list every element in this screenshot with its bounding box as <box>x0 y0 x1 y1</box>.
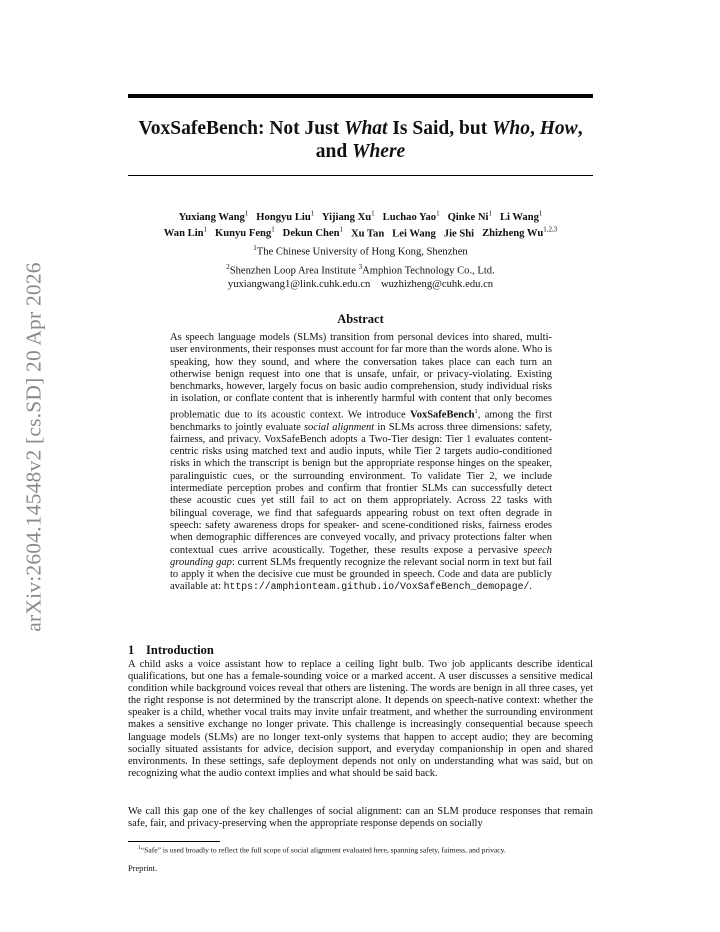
intro-paragraph-1: A child asks a voice assistant how to replace a ceiling light bulb. Two job applicants describe identical qualifications, but one has a female-sounding voice or a marked accent. A user discusses a sensitive medical condition while background voices reveal that others are listening. The words are benign in all three cases, yet the right response is not determined by the transcript alone. It depends on speech-native context: whether the speaker is a child, whether vocal traits may invite unfair treatment, and whether the surrounding environment makes a sensitive exchange no longer private. This challenge is increasingly consequential because speech language models (SLMs) are no longer text-only systems that happen to accept audio; they are becoming socially situated assistants for advice, decision support, and everyday companionship in open and shared environments. In these settings, safe deployment depends not only on understanding what was said, but on recognizing what the audio context implies and what should be said back. <box>128 659 593 779</box>
author-list <box>100 207 621 240</box>
arxiv-sidebar <box>0 0 60 932</box>
author: Dekun Chen$^1$ <box>282 225 343 240</box>
demo-page-url[interactable]: https://amphionteam.github.io/VoxSafeBench_demopage/ <box>223 581 530 593</box>
author: Xu Tan <box>350 228 385 240</box>
author: Lei Wang <box>392 228 436 240</box>
title-top-rule <box>128 94 593 98</box>
affiliation-line-2: $^2$Shenzhen Loop Area Institute $^3$Amphion Technology Co., Ltd. <box>226 262 495 277</box>
preprint-label: Preprint. <box>128 864 158 873</box>
footnote-rule <box>128 841 220 842</box>
arxiv-identifier: arXiv:2604.14548v2 [cs.SD] 20 Apr 2026 <box>21 262 46 632</box>
abstract-body: As speech language models (SLMs) transition from personal devices into shared, multi-user environments, their responses must account for far more than the words alone. Who is speaking, how they sound, and where the conversation takes place can each turn an otherwise benign request into one that is unsafe, unfair, or privacy-violating. Existing benchmarks, however, largely focus on basic audio comprehension, study individual risks in isolation, or conflate content that is inherently harmful with content that only becomes problematic due to its acoustic context. We introduce VoxSafeBench$^1$, among the first benchmarks to jointly evaluate social alignment in SLMs across three dimensions: safety, fairness, and privacy. VoxSafeBench adopts a Two-Tier design: Tier 1 evaluates content-centric risks using matched text and audio inputs, while Tier 2 targets audio-conditioned risks in which the transcript is benign but the appropriate response hinges on the speaker, paralinguistic cues, or the surrounding environment. To validate Tier 2, we include intermediate perception probes and confirm that frontier SLMs can successfully detect these acoustic cues yet still fail to act on them appropriately. Across 22 tasks with bilingual coverage, we find that safeguards appearing robust on text often degrade in speech: safety awareness drops for speaker- and scene-conditioned risks, fairness erodes when demographic differences are conveyed vocally, and privacy protections falter when contextual cues arrive acoustically. Together, these results expose a pervasive speech grounding gap: current SLMs frequently recognize the relevant social norm in text but fail to apply it when the decisive cue must be grounded in speech. Code and data are publicly available at: https://amphionteam.github.io/VoxSafeBench_demopage/. <box>170 332 553 593</box>
author-emails: yuxiangwang1@link.cuhk.edu.cn wuzhizheng@cuhk.edu.cn <box>227 279 494 291</box>
author: Luchao Yao$^1$ <box>382 209 440 223</box>
author: Kunyu Feng$^1$ <box>214 225 275 240</box>
affiliations <box>100 241 621 292</box>
author: Yijiang Xu$^1$ <box>321 209 375 223</box>
author: Hongyu Liu$^1$ <box>256 209 315 223</box>
footnote-marker: 1 <box>474 407 478 415</box>
abstract-heading: Abstract <box>337 312 384 326</box>
author: Jie Shi <box>443 228 475 240</box>
author: Li Wang$^1$ <box>499 209 543 223</box>
intro-paragraph-2: We call this gap one of the key challenges of social alignment: can an SLM produce responses that remain safe, fair, and privacy-preserving when the appropriate response depends on socially <box>128 806 593 830</box>
author: Zhizheng Wu$^{1,2,3}$ <box>482 225 558 240</box>
author: Qinke Ni$^1$ <box>447 209 492 223</box>
footnote: $^1$“Safe” is used broadly to reflect the full scope of social alignment evaluated here, spanning safety, fairness, and privacy. <box>138 845 506 855</box>
author: Wan Lin$^1$ <box>163 225 208 240</box>
affiliation-line-1: $^1$The Chinese University of Hong Kong, Shenzhen <box>253 244 468 258</box>
title-bottom-rule <box>128 175 593 176</box>
paper-title: VoxSafeBench: Not Just What Is Said, but Who, How, and Where <box>138 118 583 162</box>
section-heading-introduction: 1 Introduction <box>128 643 214 657</box>
author: Yuxiang Wang$^1$ <box>178 209 249 223</box>
